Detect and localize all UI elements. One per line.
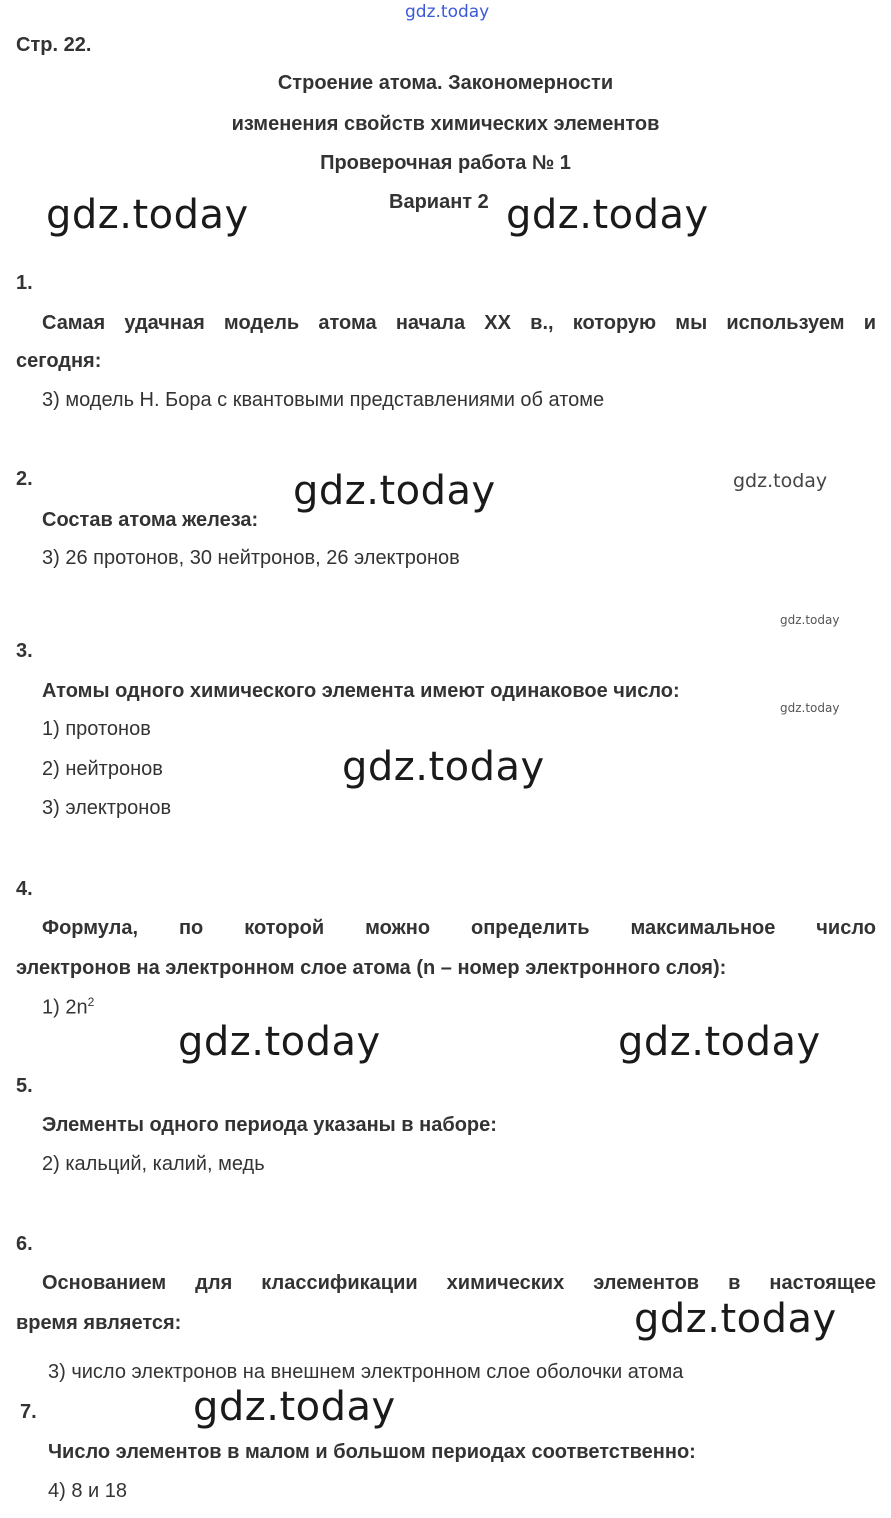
question-number: 5. [16, 1075, 33, 1097]
answer-superscript: 2 [87, 995, 95, 1009]
watermark: gdz.today [46, 192, 249, 238]
answer-text: 3) модель Н. Бора с квантовыми представлениями об атоме [42, 389, 605, 411]
question-number: 7. [20, 1401, 37, 1423]
answer-text: 4) 8 и 18 [48, 1480, 127, 1502]
watermark: gdz.today [506, 192, 709, 238]
answer-text: 3) 26 протонов, 30 нейтронов, 26 электронов [42, 547, 460, 569]
watermark: gdz.today [342, 744, 545, 790]
watermark: gdz.today [178, 1019, 381, 1065]
title-line-2: изменения свойств химических элементов [231, 113, 660, 135]
question-text: Атомы одного химического элемента имеют одинаковое число: [42, 680, 680, 702]
watermark: gdz.today [780, 613, 840, 627]
question-text: время является: [16, 1312, 182, 1334]
question-text: Состав атома железа: [42, 509, 259, 531]
answer-base: 1) 2n [42, 996, 88, 1019]
answer-text: 2) нейтронов [42, 758, 163, 780]
watermark: gdz.today [780, 701, 840, 715]
watermark: gdz.today [618, 1019, 821, 1065]
answer-text [42, 995, 94, 1020]
watermark-top: gdz.today [405, 2, 490, 22]
watermark: gdz.today [733, 470, 828, 492]
question-text: Самая удачная модель атома начала XX в., которую мы используем и [42, 312, 876, 334]
question-text: Основанием для классификации химических элементов в настоящее [42, 1272, 876, 1294]
title-line-1: Строение атома. Закономерности [277, 72, 614, 94]
title-variant: Вариант 2 [389, 191, 489, 213]
question-text: Число элементов в малом и большом периодах соответственно: [48, 1441, 696, 1463]
question-text: Формула, по которой можно определить максимальное число [42, 917, 876, 939]
question-number: 6. [16, 1233, 33, 1255]
answer-text: 1) протонов [42, 718, 151, 740]
answer-text: 3) число электронов на внешнем электронном слое оболочки атома [48, 1361, 684, 1383]
watermark: gdz.today [293, 468, 496, 514]
title-line-3: Проверочная работа № 1 [320, 152, 571, 174]
question-number: 4. [16, 878, 33, 900]
question-number: 2. [16, 468, 33, 490]
watermark: gdz.today [634, 1296, 837, 1342]
page-label: Стр. 22. [16, 34, 92, 56]
question-text: электронов на электронном слое атома (n – номер электронного слоя): [16, 957, 727, 979]
question-text: Элементы одного периода указаны в наборе: [42, 1114, 497, 1136]
question-number: 1. [16, 272, 33, 294]
answer-text: 3) электронов [42, 797, 172, 819]
answer-text: 2) кальций, калий, медь [42, 1153, 265, 1175]
watermark: gdz.today [193, 1384, 396, 1430]
question-text: сегодня: [16, 350, 102, 372]
question-number: 3. [16, 640, 33, 662]
